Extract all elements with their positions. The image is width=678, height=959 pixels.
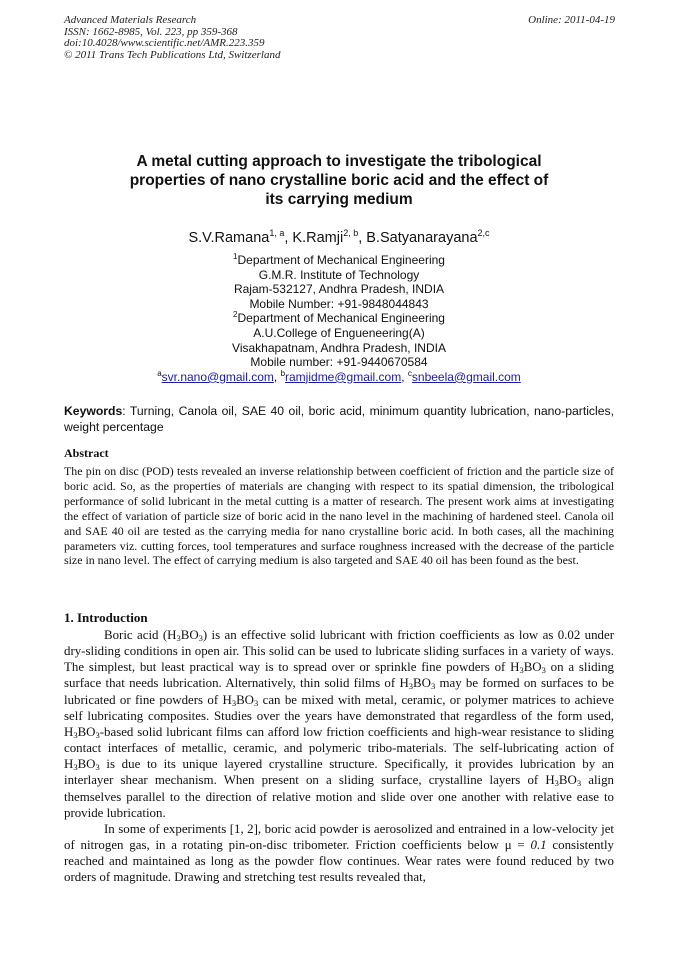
journal-header	[64, 15, 280, 61]
affiliation-1-phone: Mobile Number: +91-9848044843	[249, 296, 429, 311]
paragraph: In some of experiments [1, 2], boric acid powder is aerosolized and entrained in a low-velocity jet of nitrogen gas, in a rotating pin-on-disc tribometer. Friction coefficients below μ = 0.1 consistently reached and maintained as long as the powder flow continues. Wear rates were found reduced by two orders of magnitude. Drawing and stretching test results revealed that,	[64, 821, 614, 885]
journal-copyright: © 2011 Trans Tech Publications Ltd, Switzerland	[64, 48, 281, 61]
affiliation-2-inst: A.U.College of Engueneering(A)	[253, 325, 425, 340]
journal-name: Advanced Materials Research	[64, 14, 197, 26]
title-line-2: properties of nano crystalline boric acid and the effect of	[129, 172, 549, 189]
affiliation-1-inst: G.M.R. Institute of Technology	[258, 267, 420, 282]
author-name: B.Satyanarayana	[366, 230, 478, 246]
author-name: K.Ramji	[292, 230, 344, 246]
author-superscript: 2, b	[343, 228, 359, 238]
author-superscript: 1, a	[269, 228, 285, 238]
affiliation-1-addr: Rajam-532127, Andhra Pradesh, INDIA	[233, 282, 445, 297]
author-superscript: 2,c	[477, 228, 490, 238]
email-link[interactable]: snbeela@gmail.com	[411, 369, 521, 384]
journal-doi: doi:10.4028/www.scientific.net/AMR.223.359	[64, 37, 265, 50]
affiliation-2-dept: $^2$Department of Mechanical Engineering	[233, 310, 445, 326]
title-line-3: its carrying medium	[265, 191, 413, 208]
section-heading: 1. Introduction	[64, 610, 148, 625]
affiliation-1-dept: $^1$Department of Mechanical Engineering	[233, 252, 445, 267]
paragraph: Boric acid $(H_3BO_3)$ is an effective solid lubricant with friction coefficients as low as 0.02 under dry-sliding conditions in open air. This solid can be used to lubricate sliding surfaces in a variety of ways. The simplest, but least practical way is to spread over or sprinkle fine powders of $H_3BO_3$ on a sliding surface that needs lubrication. Alternatively, thin solid films of $H_3BO_3$ may be formed on surfaces to be lubricated or fine powders of $H_3BO_3$ can be mixed with metal, ceramic, or polymer matrices to achieve self lubricating composites. Studies over the years have demonstrated that regardless of the form used, $H_3BO_3$-based solid lubricant films can afford low friction coefficients and high-wear resistance to sliding contact interfaces of metallic, ceramic, and polymeric tribo-materials. The self-lubricating action of $H_3BO_3$ is due to its unique layered crystalline structure. Specifically, it provides lubrication by an interlayer shear mechanism. When present on a sliding surface, crystalline layers of $H_3BO_3$ align themselves parallel to the direction of relative motion and slide over one another with relative ease to provide lubrication.	[64, 628, 615, 820]
introduction-body	[64, 627, 614, 886]
keywords-text: Turning, Canola oil, SAE 40 oil, boric acid, minimum quantity lubrication, nano-particles, weight percentage	[64, 404, 614, 434]
keywords: Keywords: Turning, Canola oil, SAE 40 oil, boric acid, minimum quantity lubrication, nano-particles, weight percentage	[64, 404, 614, 434]
keywords-label: Keywords	[64, 404, 123, 418]
email-list: $^a$svr.nano@gmail.com, $^b$ramjidme@gmail.com, $^c$snbeela@gmail.com	[157, 368, 521, 384]
author-name: S.V.Ramana	[188, 230, 270, 246]
online-date: Online: 2011-04-19	[528, 14, 615, 26]
title-line-1: A metal cutting approach to investigate the tribological	[136, 153, 542, 170]
abstract-text: The pin on disc (POD) tests revealed an inverse relationship between coefficient of friction and the particle size of boric acid. So, as the properties of materials are changing with respect to its spatial dimension, the tribological performance of solid lubricant in the metal cutting is a matter of research. The present work aims at investigating the effect of variation of particle size of boric acid in the nano level in the machining of hardened steel. Canola oil and SAE 40 oil are tested as the carrying media for nano crystalline boric acid. In both cases, all the machining parameters viz. cutting forces, tool temperatures and surface roughness increased with the decrease of the particle size in nano level. The effect of carrying medium is also targeted and SAE 40 oil has been found as the best.	[64, 464, 614, 568]
author-list: S.V.Ramana$^{1, a}$, K.Ramji$^{2, b}$, B.Satyanarayana$^{2,c}$	[188, 228, 490, 246]
abstract-heading: Abstract	[64, 446, 109, 460]
affiliation-2-addr: Visakhapatnam, Andhra Pradesh, INDIA	[232, 340, 446, 355]
journal-issn: ISSN: 1662-8985, Vol. 223, pp 359-368	[64, 25, 238, 38]
email-link[interactable]: ramjidme@gmail.com	[285, 369, 402, 384]
affiliation-2-phone: Mobile number: +91-9440670584	[250, 355, 428, 370]
affiliations	[70, 253, 608, 384]
paper-title	[70, 152, 608, 209]
email-link[interactable]: svr.nano@gmail.com	[161, 369, 274, 384]
